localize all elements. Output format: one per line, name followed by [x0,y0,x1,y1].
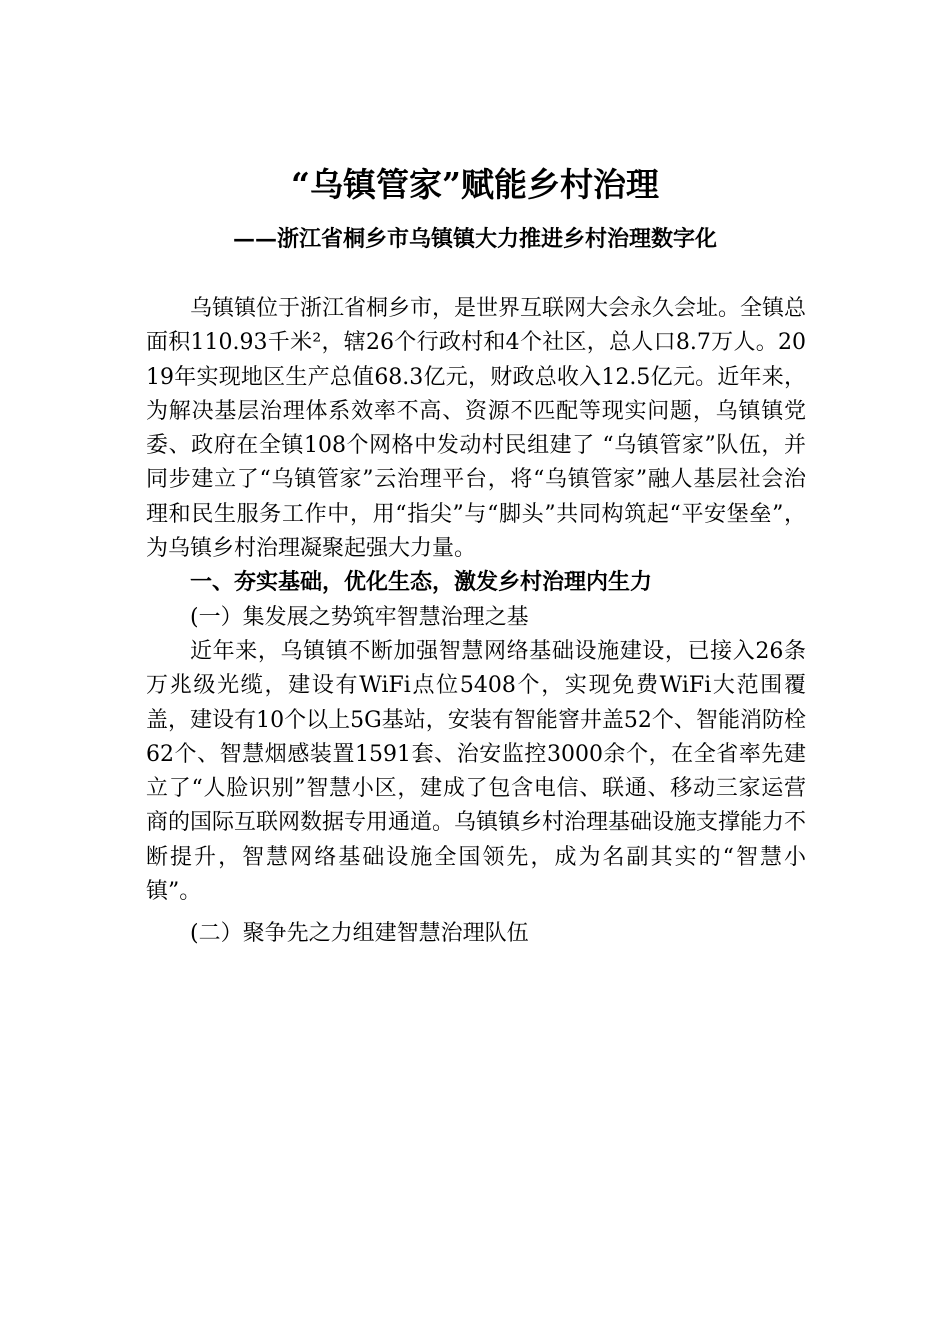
intro-paragraph: 乌镇镇位于浙江省桐乡市，是世界互联网大会永久会址。全镇总面积110.93千米²，辖26个行政村和4个社区，总人口8.7万人。2019年实现地区生产总值68.3亿元，财政总收入12.5亿元。近年来，为解决基层治理体系效率不高、资源不匹配等现实问题，乌镇镇党委、政府在全镇108个网格中发动村民组建了 “乌镇管家”队伍，并同步建立了“乌镇管家”云治理平台，将“乌镇管家”融人基层社会治理和民生服务工作中，用“指尖”与“脚头”共同构筑起“平安堡垒”，为乌镇乡村治理凝聚起强大力量。 [146,296,807,562]
paragraph-gap [146,909,806,917]
subsection-heading-2: (二）聚争先之力组建智慧治理队伍 [190,921,529,947]
subsection-1-paragraph: 近年来，乌镇镇不断加强智慧网络基础设施建设，已接入26条万兆级光缆，建设有WiFi点位5408个，实现免费WiFi大范围覆盖，建设有10个以上5G基站，安装有智能窨井盖52个、智能消防栓62个、智慧烟感装置1591套、治安监控3000余个，在全省率先建立了“人脸识别”智慧小区，建成了包含电信、联通、移动三家运营商的国际互联网数据专用通道。乌镇镇乡村治理基础设施支撑能力不断提升，智慧网络基础设施全国领先，成为名副其实的“智慧小镇”。 [146,638,807,905]
section-heading-1: 一、夯实基础，优化生态，激发乡村治理内生力 [190,570,653,596]
subsection-heading-1: (一）集发展之势筑牢智慧治理之基 [190,604,529,630]
document-title: “乌镇管家”赋能乡村治理 [291,165,659,204]
document-body [146,292,806,952]
document-subtitle: ——浙江省桐乡市乌镇镇大力推进乡村治理数字化 [232,226,717,252]
